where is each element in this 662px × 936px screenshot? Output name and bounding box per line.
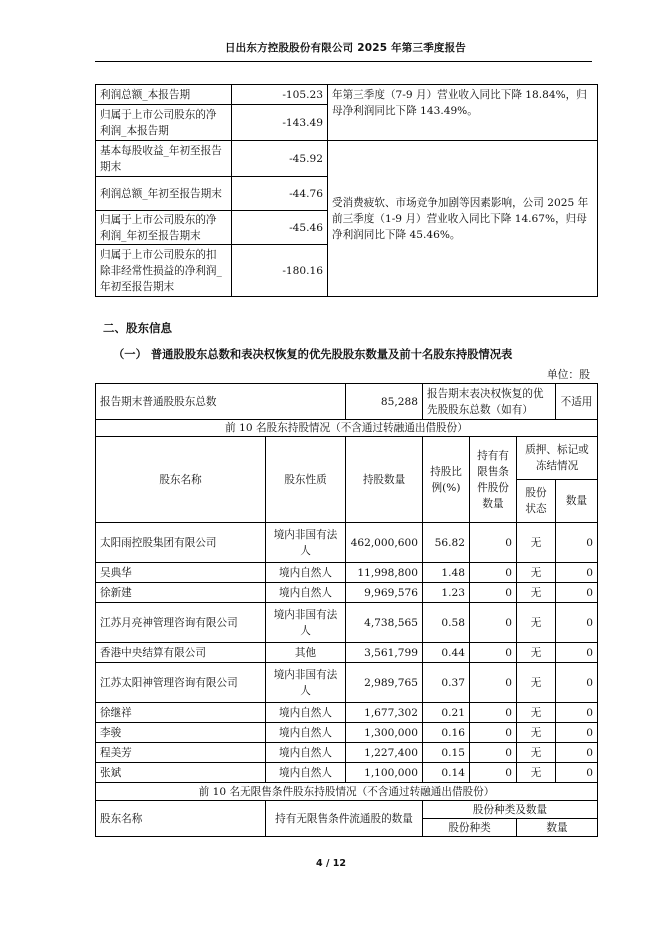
holder-restricted: 0	[470, 703, 517, 723]
holder-qty: 0	[556, 643, 598, 663]
table-row	[96, 743, 598, 763]
pref-holders-label: 报告期末表决权恢复的优先股股东总数（如有）	[423, 384, 556, 420]
holder-shares: 11,998,800	[346, 563, 423, 583]
holder-shares: 462,000,600	[346, 523, 423, 563]
unrestricted-caption: 前 10 名无限售条件股东持股情况（不含通过转融通出借股份）	[96, 783, 598, 801]
holder-name: 程美芳	[96, 743, 266, 763]
row-label: 基本每股收益_年初至报告期末	[96, 141, 232, 177]
holder-shares: 1,300,000	[346, 723, 423, 743]
row-label: 利润总额_本报告期	[96, 85, 232, 105]
total-holders-value: 85,288	[346, 384, 423, 420]
holder-ratio: 0.58	[423, 603, 470, 643]
holder-nature: 境内自然人	[266, 583, 346, 603]
unrestricted-header-name: 股东名称	[96, 801, 266, 837]
holder-status: 无	[517, 743, 556, 763]
holder-ratio: 1.48	[423, 563, 470, 583]
holder-name: 张斌	[96, 763, 266, 783]
holder-qty: 0	[556, 743, 598, 763]
holder-ratio: 0.16	[423, 723, 470, 743]
row-label: 归属于上市公司股东的净利润_本报告期	[96, 105, 232, 141]
holder-shares: 9,969,576	[346, 583, 423, 603]
holder-restricted: 0	[470, 663, 517, 703]
holder-nature: 境内自然人	[266, 763, 346, 783]
holder-restricted: 0	[470, 563, 517, 583]
holder-nature: 境内非国有法人	[266, 603, 346, 643]
unit-label: 单位：股	[546, 368, 590, 381]
row-value: -45.92	[232, 141, 328, 177]
holder-restricted: 0	[470, 723, 517, 743]
table-row	[96, 603, 598, 643]
holder-nature: 境内非国有法人	[266, 523, 346, 563]
holder-ratio: 0.37	[423, 663, 470, 703]
total-holders-label: 报告期末普通股股东总数	[96, 384, 346, 420]
table-row	[96, 523, 598, 563]
holder-nature: 境内非国有法人	[266, 663, 346, 703]
header-divider	[95, 61, 592, 62]
holder-ratio: 0.44	[423, 643, 470, 663]
holder-status: 无	[517, 523, 556, 563]
holder-qty: 0	[556, 723, 598, 743]
holder-restricted: 0	[470, 763, 517, 783]
table-row	[96, 583, 598, 603]
holder-qty: 0	[556, 583, 598, 603]
holder-name: 李骏	[96, 723, 266, 743]
holder-qty: 0	[556, 563, 598, 583]
holder-status: 无	[517, 603, 556, 643]
section-title: 二、股东信息	[103, 321, 172, 335]
holder-shares: 3,561,799	[346, 643, 423, 663]
holder-restricted: 0	[470, 643, 517, 663]
table-row	[96, 723, 598, 743]
row-value: -105.23	[232, 85, 328, 105]
reason-ytd: 受消费疲软、市场竞争加剧等因素影响，公司 2025 年前三季度（1-9 月）营业收入同比下降 14.67%，归母净利润同比下降 45.46%。	[328, 141, 598, 297]
row-label: 归属于上市公司股东的净利润_年初至报告期末	[96, 211, 232, 245]
holder-ratio: 1.23	[423, 583, 470, 603]
table-row	[96, 643, 598, 663]
holder-nature: 其他	[266, 643, 346, 663]
holder-ratio: 0.15	[423, 743, 470, 763]
holder-qty: 0	[556, 703, 598, 723]
top10-caption: 前 10 名股东持股情况（不含通过转融通出借股份）	[96, 420, 598, 437]
holder-nature: 境内自然人	[266, 703, 346, 723]
shareholders-table	[95, 383, 598, 837]
holder-status: 无	[517, 643, 556, 663]
pref-holders-value: 不适用	[556, 384, 598, 420]
profit-change-table	[95, 84, 598, 297]
holder-status: 无	[517, 723, 556, 743]
holder-shares: 2,989,765	[346, 663, 423, 703]
holder-name: 江苏太阳神管理咨询有限公司	[96, 663, 266, 703]
unrestricted-header-qty: 持有无限售条件流通股的数量	[266, 801, 423, 837]
page-number: 4 / 12	[316, 858, 346, 869]
holder-qty: 0	[556, 603, 598, 643]
holder-name: 徐新建	[96, 583, 266, 603]
row-value: -143.49	[232, 105, 328, 141]
holder-ratio: 56.82	[423, 523, 470, 563]
holder-status: 无	[517, 763, 556, 783]
holder-shares: 1,227,400	[346, 743, 423, 763]
unrestricted-header-count: 数量	[517, 819, 598, 837]
section-subtitle: （一） 普通股股东总数和表决权恢复的优先股股东数量及前十名股东持股情况表	[113, 348, 513, 361]
row-label: 归属于上市公司股东的扣除非经常性损益的净利润_年初至报告期末	[96, 245, 232, 297]
reason-q3: 年第三季度（7-9 月）营业收入同比下降 18.84%，归母净利润同比下降 143.49%。	[328, 85, 598, 141]
row-value: -44.76	[232, 177, 328, 211]
holder-status: 无	[517, 583, 556, 603]
header-shares: 持股数量	[346, 437, 423, 523]
holder-restricted: 0	[470, 603, 517, 643]
holder-status: 无	[517, 563, 556, 583]
holder-restricted: 0	[470, 523, 517, 563]
row-value: -45.46	[232, 211, 328, 245]
header-ratio: 持股比例(%)	[423, 437, 470, 523]
holder-shares: 4,738,565	[346, 603, 423, 643]
holder-shares: 1,100,000	[346, 763, 423, 783]
holder-status: 无	[517, 703, 556, 723]
page-header: 日出东方控股股份有限公司 2025 年第三季度报告	[224, 42, 467, 54]
header-pledge-qty: 数量	[556, 480, 598, 523]
holder-restricted: 0	[470, 743, 517, 763]
holder-name: 吴典华	[96, 563, 266, 583]
holder-shares: 1,677,302	[346, 703, 423, 723]
holder-nature: 境内自然人	[266, 743, 346, 763]
holder-name: 江苏月亮神管理咨询有限公司	[96, 603, 266, 643]
holder-name: 徐继祥	[96, 703, 266, 723]
holder-status: 无	[517, 663, 556, 703]
holder-nature: 境内自然人	[266, 723, 346, 743]
holder-nature: 境内自然人	[266, 563, 346, 583]
holder-restricted: 0	[470, 583, 517, 603]
table-row	[96, 663, 598, 703]
holder-ratio: 0.14	[423, 763, 470, 783]
holder-ratio: 0.21	[423, 703, 470, 723]
table-row	[96, 563, 598, 583]
row-label: 利润总额_年初至报告期末	[96, 177, 232, 211]
header-name: 股东名称	[96, 437, 266, 523]
header-nature: 股东性质	[266, 437, 346, 523]
table-row	[96, 703, 598, 723]
holder-qty: 0	[556, 663, 598, 703]
unrestricted-header-type-group: 股份种类及数量	[423, 801, 598, 819]
holder-qty: 0	[556, 763, 598, 783]
header-pledge-status: 股份状态	[517, 480, 556, 523]
holder-qty: 0	[556, 523, 598, 563]
header-pledge-group: 质押、标记或冻结情况	[517, 437, 598, 480]
table-row	[96, 763, 598, 783]
holder-name: 香港中央结算有限公司	[96, 643, 266, 663]
unrestricted-header-type: 股份种类	[423, 819, 517, 837]
header-restricted: 持有有限售条件股份数量	[470, 437, 517, 523]
row-value: -180.16	[232, 245, 328, 297]
holder-name: 太阳雨控股集团有限公司	[96, 523, 266, 563]
